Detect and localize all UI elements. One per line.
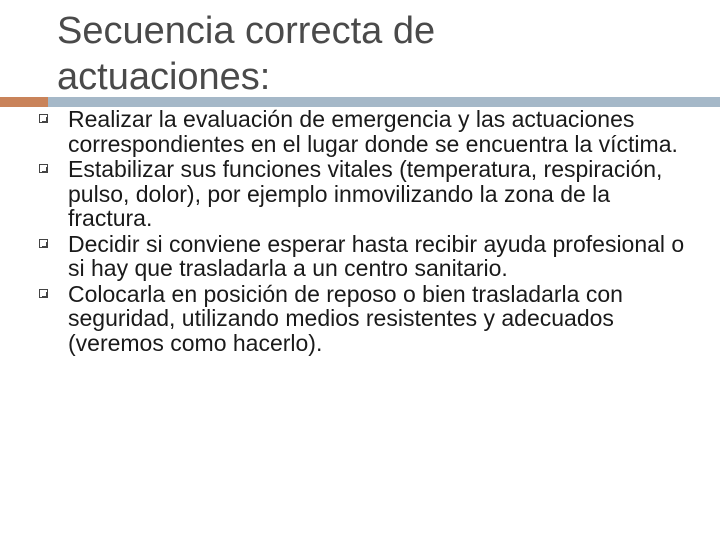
bullet-text: Realizar la evaluación de emergencia y las actuaciones correspondientes en el lugar donde se encuentra la víctima. bbox=[68, 106, 678, 157]
square-bullet-icon bbox=[39, 239, 48, 248]
bullet-list bbox=[38, 107, 698, 356]
bullet-text: Colocarla en posición de reposo o bien trasladarla con seguridad, utilizando medios resistentes y adecuados (veremos como hacerlo). bbox=[68, 280, 623, 356]
bullet-text: Decidir si conviene esperar hasta recibir ayuda profesional o si hay que trasladarla a un centro sanitario. bbox=[68, 230, 685, 281]
list-item bbox=[38, 157, 698, 231]
accent-bar-orange bbox=[0, 97, 48, 107]
list-item bbox=[38, 107, 698, 156]
list-item bbox=[38, 282, 698, 356]
slide-title: Secuencia correcta de actuaciones: bbox=[57, 10, 436, 98]
square-bullet-icon bbox=[39, 114, 48, 123]
square-bullet-icon bbox=[39, 289, 48, 298]
bullet-text: Estabilizar sus funciones vitales (temperatura, respiración, pulso, dolor), por ejemplo inmovilizando la zona de la fractura. bbox=[68, 156, 663, 231]
square-bullet-icon bbox=[39, 164, 48, 173]
list-item bbox=[38, 232, 698, 281]
